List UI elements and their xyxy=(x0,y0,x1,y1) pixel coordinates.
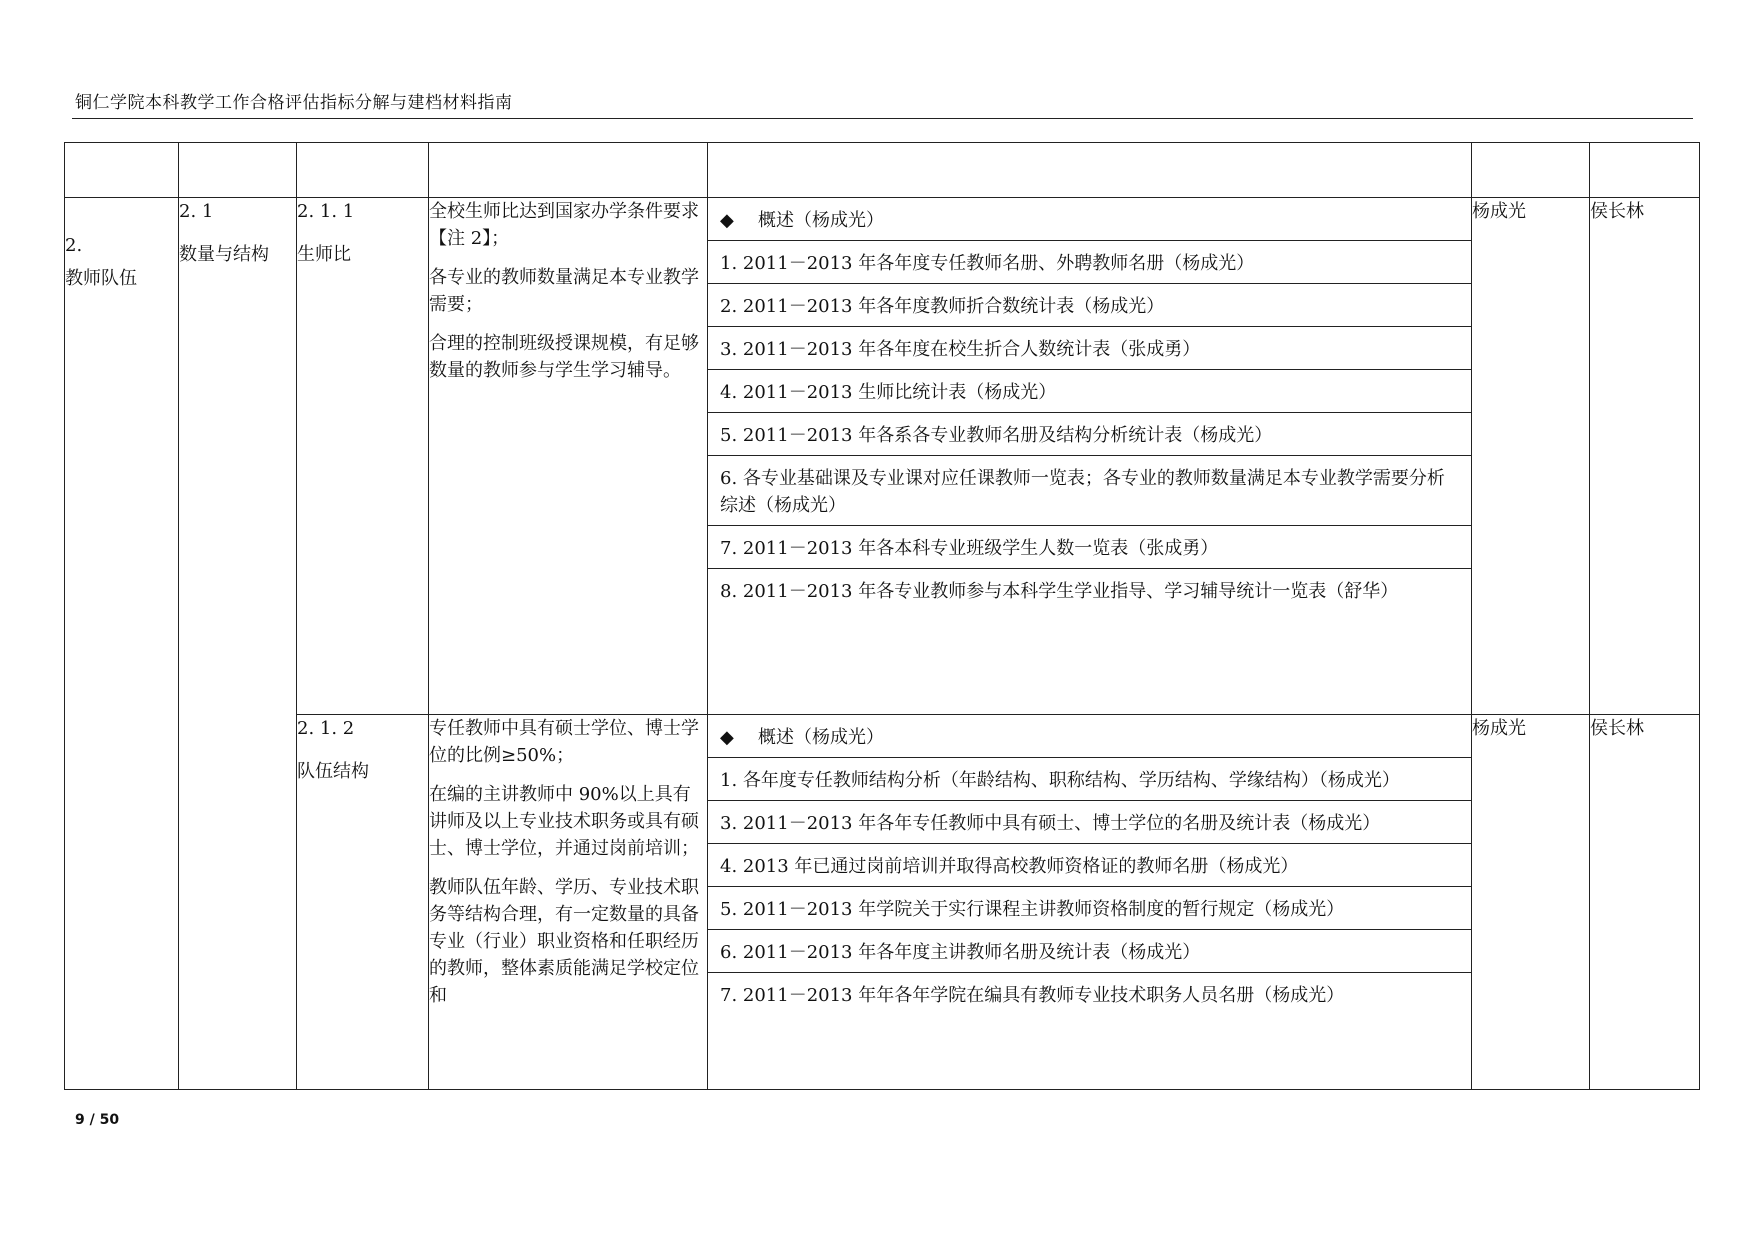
observation-point-cell xyxy=(297,198,429,715)
material-item: 3. 2011－2013 年各年专任教师中具有硕士、博士学位的名册及统计表（杨成光） xyxy=(708,801,1471,844)
material-item: 6. 2011－2013 年各年度主讲教师名册及统计表（杨成光） xyxy=(708,930,1471,973)
responsible-person-cell: 杨成光 xyxy=(1472,198,1590,715)
diamond-bullet-icon: ◆ xyxy=(720,210,734,231)
material-item: 8. 2011－2013 年各专业教师参与本科学生学业指导、学习辅导统计一览表（舒华） xyxy=(720,581,1399,602)
material-item: 4. 2013 年已通过岗前培训并取得高校教师资格证的教师名册（杨成光） xyxy=(708,844,1471,887)
material-item: 4. 2011－2013 生师比统计表（杨成光） xyxy=(708,370,1471,413)
observation-point-number: 2. 1. 2 xyxy=(297,718,355,739)
header-cell xyxy=(297,143,429,198)
header-cell xyxy=(1472,143,1590,198)
standard-text: 在编的主讲教师中 90%以上具有讲师及以上专业技术职务或具有硕士、博士学位，并通过岗前培训； xyxy=(429,784,699,859)
table-row xyxy=(65,715,1700,1090)
header-divider xyxy=(72,118,1693,119)
materials-cell xyxy=(708,198,1472,715)
level1-indicator-name: 教师队伍 xyxy=(65,268,137,289)
level2-indicator-cell xyxy=(179,198,297,1090)
supervisor-cell: 侯长林 xyxy=(1590,198,1700,715)
observation-point-cell xyxy=(297,715,429,1090)
material-item: 5. 2011－2013 年学院关于实行课程主讲教师资格制度的暂行规定（杨成光） xyxy=(708,887,1471,930)
responsible-person-cell: 杨成光 xyxy=(1472,715,1590,1090)
standard-cell xyxy=(429,715,708,1090)
material-item: 1. 各年度专任教师结构分析（年龄结构、职称结构、学历结构、学缘结构）（杨成光） xyxy=(708,758,1471,801)
level1-indicator-number: 2. xyxy=(65,235,83,256)
observation-point-name: 生师比 xyxy=(297,244,351,265)
standard-text: 专任教师中具有硕士学位、博士学位的比例≥50%； xyxy=(429,718,699,766)
overview-item: ◆ 概述（杨成光） xyxy=(708,198,1471,241)
material-item: 1. 2011－2013 年各年度专任教师名册、外聘教师名册（杨成光） xyxy=(708,241,1471,284)
material-item: 7. 2011－2013 年各本科专业班级学生人数一览表（张成勇） xyxy=(708,526,1471,569)
table-header-row xyxy=(65,143,1700,198)
standard-text: 全校生师比达到国家办学条件要求【注 2】； xyxy=(429,201,699,249)
overview-item: ◆ 概述（杨成光） xyxy=(708,715,1471,758)
standard-cell xyxy=(429,198,708,715)
level2-indicator-number: 2. 1 xyxy=(179,201,214,222)
material-item: 7. 2011－2013 年年各年学院在编具有教师专业技术职务人员名册（杨成光） xyxy=(720,985,1345,1006)
header-cell xyxy=(179,143,297,198)
diamond-bullet-icon: ◆ xyxy=(720,727,734,748)
header-cell xyxy=(65,143,179,198)
page-number: 9 / 50 xyxy=(75,1112,120,1128)
header-cell xyxy=(708,143,1472,198)
table-row xyxy=(65,198,1700,715)
supervisor-cell: 侯长林 xyxy=(1590,715,1700,1090)
observation-point-name: 队伍结构 xyxy=(297,761,369,782)
standard-text: 各专业的教师数量满足本专业教学需要； xyxy=(429,267,699,315)
material-item: 3. 2011－2013 年各年度在校生折合人数统计表（张成勇） xyxy=(708,327,1471,370)
material-item: 2. 2011－2013 年各年度教师折合数统计表（杨成光） xyxy=(708,284,1471,327)
material-item: 6. 各专业基础课及专业课对应任课教师一览表；各专业的教师数量满足本专业教学需要分析综述（杨成光） xyxy=(708,456,1471,526)
level1-indicator-cell xyxy=(65,198,179,1090)
header-cell xyxy=(429,143,708,198)
materials-cell xyxy=(708,715,1472,1090)
header-cell xyxy=(1590,143,1700,198)
standard-text: 合理的控制班级授课规模，有足够数量的教师参与学生学习辅导。 xyxy=(429,333,699,381)
document-header-title: 铜仁学院本科教学工作合格评估指标分解与建档材料指南 xyxy=(75,93,513,113)
standard-text: 教师队伍年龄、学历、专业技术职务等结构合理，有一定数量的具备专业（行业）职业资格和任职经历的教师，整体素质能满足学校定位和 xyxy=(429,877,699,1006)
material-item: 5. 2011－2013 年各系各专业教师名册及结构分析统计表（杨成光） xyxy=(708,413,1471,456)
level2-indicator-name: 数量与结构 xyxy=(179,244,269,265)
indicator-table xyxy=(64,142,1700,1090)
observation-point-number: 2. 1. 1 xyxy=(297,201,355,222)
